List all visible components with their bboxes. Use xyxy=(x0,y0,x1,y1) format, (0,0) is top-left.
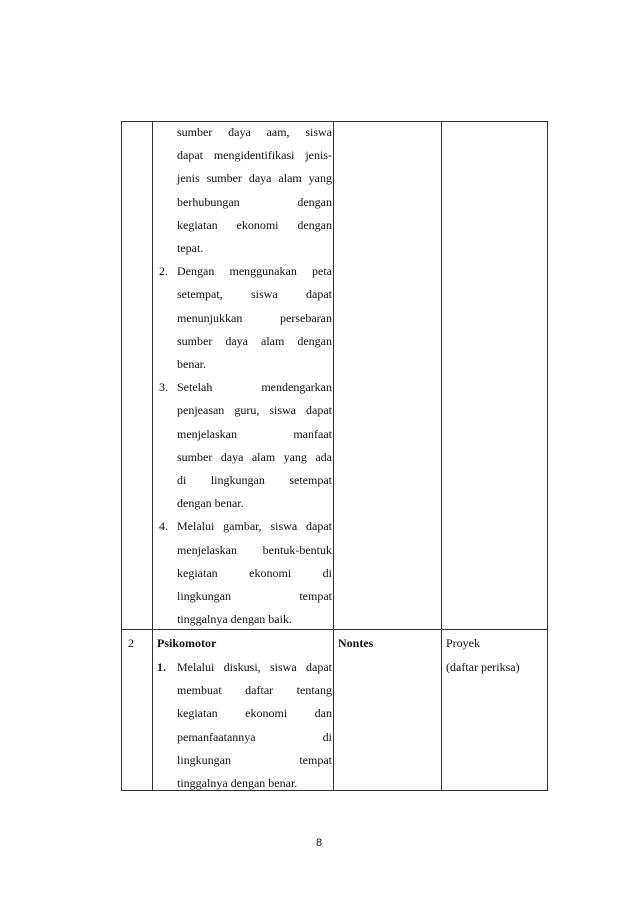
text-line: benar. xyxy=(177,357,206,371)
text-line: jenis sumber daya alam yang xyxy=(177,171,332,186)
row-2-number: 2 xyxy=(128,636,134,650)
text-line: tinggalnya dengan baik. xyxy=(177,612,292,627)
row-divider xyxy=(122,629,547,630)
text-line: sumber daya aam, siswa xyxy=(177,125,332,139)
text-line: menunjukkan persebaran xyxy=(177,310,332,325)
text-line: penjeasan guru, siswa dapat xyxy=(177,403,332,418)
item-number: 2. xyxy=(159,264,168,279)
text-line: lingkungan tempat xyxy=(177,752,332,767)
column-divider xyxy=(441,122,442,790)
text-line: kegiatan ekonomi dengan xyxy=(177,217,332,232)
item-number: 3. xyxy=(159,380,168,395)
page-number: 8 xyxy=(315,837,323,849)
text-line: sumber daya alam dengan xyxy=(177,333,332,348)
column-divider xyxy=(333,122,334,790)
text-line: setempat, siswa dapat xyxy=(177,287,332,302)
text-line: kegiatan ekonomi dan xyxy=(177,706,332,721)
row-2-heading: Psikomotor xyxy=(157,636,217,650)
row-2-item-number: 1. xyxy=(157,660,166,674)
text-line: dapat mengidentifikasi jenis- xyxy=(177,148,332,163)
text-line: pemanfaatannya di xyxy=(177,729,332,744)
text-line: Setelah mendengarkan xyxy=(177,380,332,395)
row-2-instrument-line: Proyek xyxy=(446,636,480,650)
text-line: di lingkungan setempat xyxy=(177,473,332,487)
text-line: menjelaskan manfaat xyxy=(177,426,332,441)
column-divider xyxy=(152,122,153,790)
text-line: sumber daya alam yang ada xyxy=(177,449,332,464)
text-line: Melalui gambar, siswa dapat xyxy=(177,519,332,534)
item-number: 4. xyxy=(159,519,168,534)
row-2-instrument-line: (daftar periksa) xyxy=(446,660,520,674)
text-line: berhubungan dengan xyxy=(177,194,332,209)
text-line: lingkungan tempat xyxy=(177,589,332,603)
row-2-technique: Nontes xyxy=(338,636,374,650)
text-line: kegiatan ekonomi di xyxy=(177,565,332,580)
text-line: dengan benar. xyxy=(177,496,244,511)
text-line: Melalui diskusi, siswa dapat xyxy=(177,660,332,674)
text-line: menjelaskan bentuk-bentuk xyxy=(177,542,332,557)
text-line: Dengan menggunakan peta xyxy=(177,264,332,279)
text-line: tepat. xyxy=(177,241,204,255)
text-line: membuat daftar tentang xyxy=(177,683,332,698)
text-line: tinggalnya dengan benar. xyxy=(177,776,298,790)
